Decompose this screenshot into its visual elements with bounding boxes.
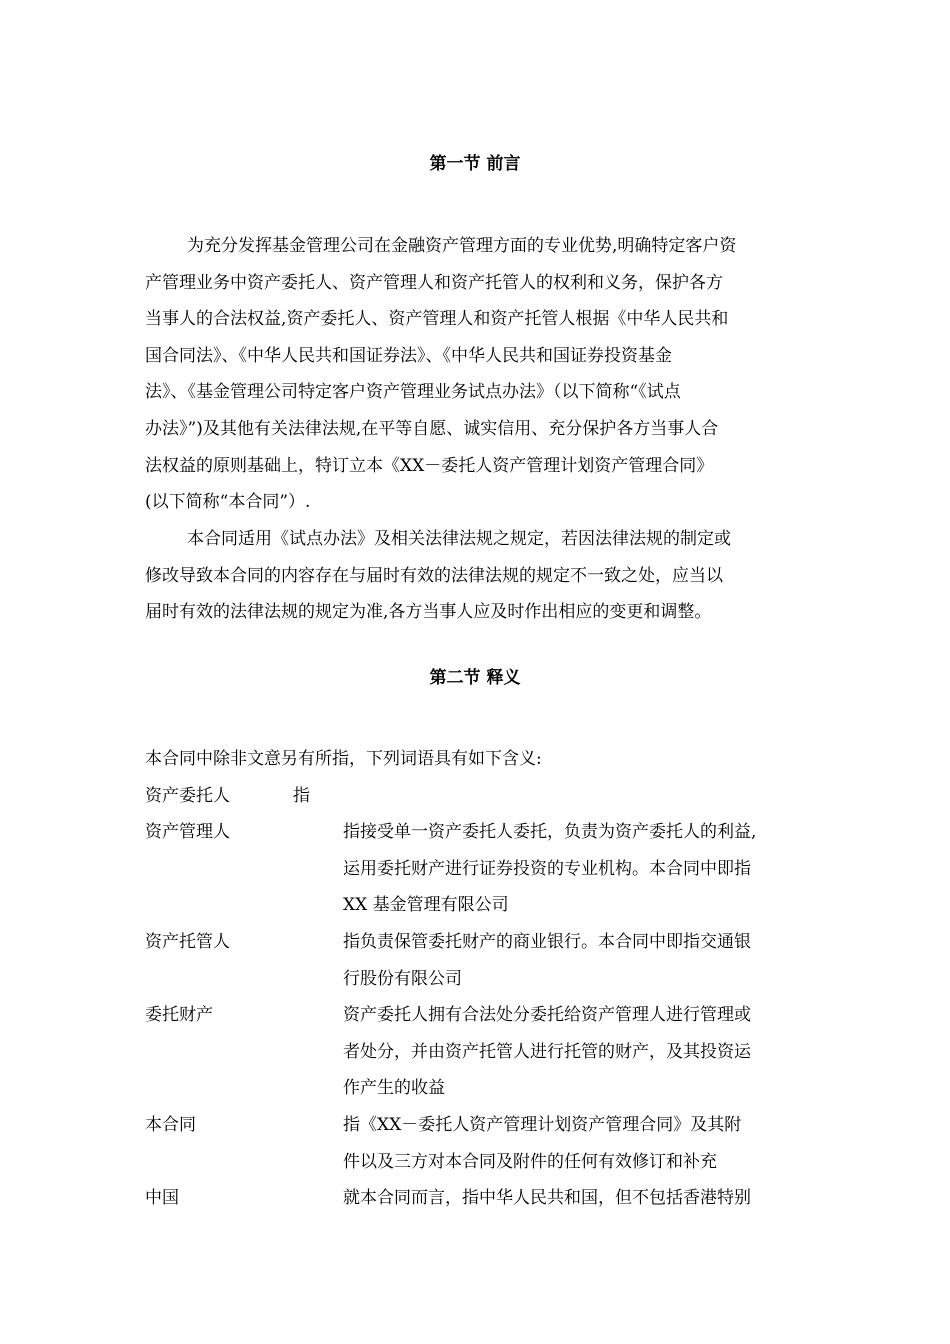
definition-row bbox=[145, 1107, 810, 1180]
preface-paragraph-2 bbox=[145, 521, 810, 631]
description-line: 就本合同而言，指中华人民共和国，但不包括香港特别 bbox=[343, 1188, 751, 1209]
description-line: 者处分，并由资产托管人进行托管的财产，及其投资运 bbox=[343, 1041, 751, 1062]
definition-description bbox=[343, 997, 810, 1107]
definition-description bbox=[343, 1107, 810, 1180]
definition-row bbox=[145, 814, 810, 924]
definition-row bbox=[145, 997, 810, 1107]
definitions-section bbox=[145, 741, 810, 1217]
paragraph-line: 届时有效的法律法规的规定为准,各方当事人应及时作出相应的变更和调整。 bbox=[145, 602, 712, 623]
description-line: 件以及三方对本合同及附件的任何有效修订和补充 bbox=[343, 1151, 717, 1172]
section-2-title: 第二节 释义 bbox=[429, 668, 521, 688]
definition-term: 委托财产 bbox=[145, 1005, 213, 1026]
definition-term: 资产托管人 bbox=[145, 931, 230, 952]
description-line: 指接受单一资产委托人委托，负责为资产委托人的利益, bbox=[343, 822, 757, 843]
paragraph-line: 办法》”)及其他有关法律法规,在平等自愿、诚实信用、充分保护各方当事人合 bbox=[145, 418, 719, 439]
paragraph-line: 法》、《基金管理公司特定客户资产管理业务试点办法》（以下简称“《试点 bbox=[145, 382, 681, 403]
description-line: 行股份有限公司 bbox=[343, 968, 462, 989]
paragraph-line: 当事人的合法权益,资产委托人、资产管理人和资产托管人根据《中华人民共和 bbox=[145, 309, 729, 330]
paragraph-line: 产管理业务中资产委托人、资产管理人和资产托管人的权利和义务，保护各方 bbox=[145, 272, 723, 293]
description-line: 作产生的收益 bbox=[343, 1078, 445, 1099]
preface-paragraph-1 bbox=[145, 228, 810, 521]
paragraph-line: 国合同法》、《中华人民共和国证券法》、《中华人民共和国证券投资基金 bbox=[145, 345, 672, 366]
definitions-intro: 本合同中除非文意另有所指，下列词语具有如下含义: bbox=[145, 749, 542, 769]
paragraph-line: (以下简称“本合同”）. bbox=[145, 492, 311, 513]
description-line: 指负责保管委托财产的商业银行。本合同中即指交通银 bbox=[343, 931, 751, 952]
definition-term: 本合同 bbox=[145, 1114, 196, 1135]
definition-row bbox=[145, 778, 810, 815]
definition-term: 中国 bbox=[145, 1188, 179, 1209]
definition-description bbox=[343, 814, 810, 924]
definition-term: 资产管理人 bbox=[145, 822, 230, 843]
description-line: XX 基金管理有限公司 bbox=[343, 895, 509, 916]
paragraph-line: 本合同适用《试点办法》及相关法律法规之规定，若因法律法规的制定或 bbox=[187, 529, 731, 549]
definition-row bbox=[145, 1180, 810, 1217]
description-line: 资产委托人拥有合法处分委托给资产管理人进行管理或 bbox=[343, 1005, 751, 1026]
definition-description: 指 bbox=[293, 785, 310, 806]
definition-term: 资产委托人 bbox=[145, 785, 230, 806]
section-1-title: 第一节 前言 bbox=[429, 154, 521, 174]
description-line: 指《XX－委托人资产管理计划资产管理合同》及其附 bbox=[343, 1114, 742, 1135]
definition-description bbox=[343, 1180, 810, 1217]
paragraph-line: 修改导致本合同的内容存在与届时有效的法律法规的规定不一致之处，应当以 bbox=[145, 565, 723, 586]
definition-row bbox=[145, 924, 810, 997]
paragraph-line: 为充分发挥基金管理公司在金融资产管理方面的专业优势,明确特定客户资 bbox=[187, 236, 737, 256]
definition-description bbox=[343, 924, 810, 997]
description-line: 运用委托财产进行证券投资的专业机构。本合同中即指 bbox=[343, 858, 751, 879]
paragraph-line: 法权益的原则基础上，特订立本《XX－委托人资产管理计划资产管理合同》 bbox=[145, 455, 714, 476]
